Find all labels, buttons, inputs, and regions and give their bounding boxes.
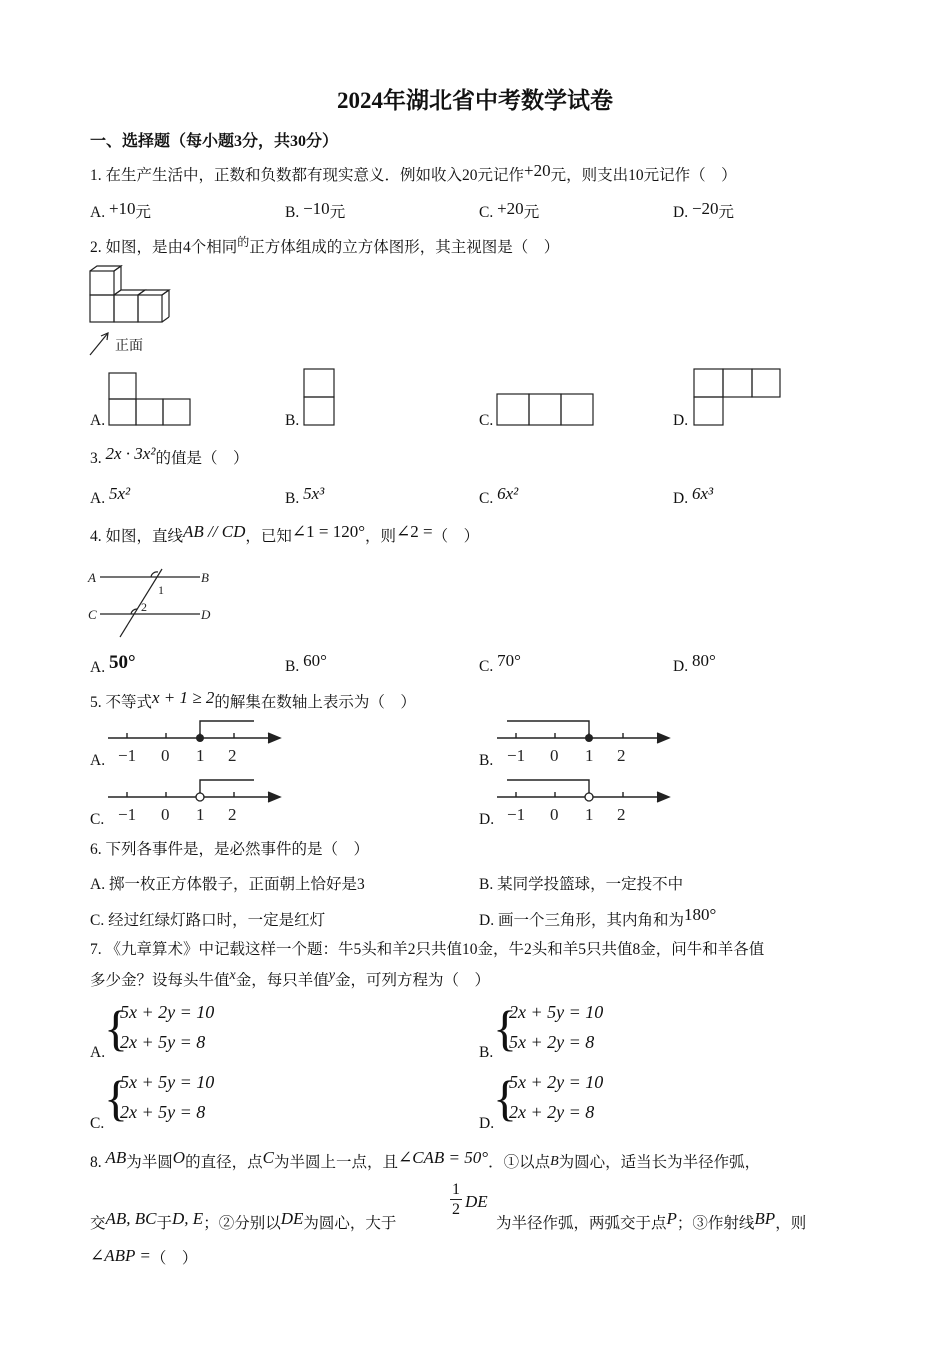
q4-option-a[interactable]: A. 50°	[90, 652, 136, 676]
q7-option-c[interactable]: C.	[90, 1115, 105, 1132]
tick-1: 1	[196, 805, 205, 824]
question-7-line1: 7. 《九章算术》中记载这样一个题：牛5头和羊2只共值10金，牛2头和羊5只共值8金，问牛和羊各值	[90, 941, 765, 958]
fraction-half: 1 2	[452, 1181, 460, 1218]
q2-option-b-figure	[303, 368, 338, 428]
q5-option-c[interactable]: C.	[90, 811, 105, 828]
fig-angle-1: 1	[158, 583, 164, 597]
fig-label-d: D	[201, 607, 211, 622]
tick-1: 1	[585, 805, 594, 824]
page-title: 2024年湖北省中考数学试卷	[337, 88, 613, 113]
question-6-stem: 6. 下列各事件是，是必然事件的是（ ）	[90, 841, 370, 858]
question-1-stem: 1. 在生产生活中，正数和负数都有现实意义．例如收入20元记作+20元，则支出10元记作（ ）	[90, 161, 737, 184]
q1-option-b[interactable]: B. −10元	[285, 199, 346, 221]
tick-1: 1	[585, 746, 594, 765]
q5-option-c-numberline	[108, 777, 288, 825]
tick-2: 2	[228, 746, 237, 765]
tick-neg1: −1	[507, 805, 526, 824]
q7a-eq1: 5x + 2y = 10	[120, 1002, 215, 1022]
q1-option-d[interactable]: D. −20元	[673, 199, 735, 221]
open-dot	[196, 793, 204, 801]
fig-label-c: C	[88, 607, 97, 622]
q5-option-d[interactable]: D.	[479, 811, 495, 828]
q6-option-a[interactable]: A. 掷一枚正方体骰子，正面朝上恰好是3	[90, 876, 365, 893]
q6-option-b[interactable]: B. 某同学投篮球，一定投不中	[479, 876, 684, 893]
q5-option-a[interactable]: A.	[90, 752, 106, 769]
question-3-stem: 3. 2x · 3x²的值是（ ）	[90, 444, 249, 467]
brace: {	[104, 1070, 128, 1126]
tick-0: 0	[161, 746, 170, 765]
q4-option-b[interactable]: B. 60°	[285, 651, 327, 675]
tick-neg1: −1	[507, 746, 526, 765]
fig-label-a: A	[88, 570, 96, 585]
q1-option-a[interactable]: A. +10元	[90, 199, 152, 221]
q6-option-d[interactable]: D. 画一个三角形，其内角和为180°	[479, 905, 717, 929]
tick-0: 0	[550, 746, 559, 765]
closed-dot	[196, 734, 204, 742]
q4-option-d[interactable]: D. 80°	[673, 651, 716, 675]
question-8-line3: ∠ABP =（ ）	[90, 1246, 198, 1267]
open-dot	[585, 793, 593, 801]
q2-option-a[interactable]: A.	[90, 412, 106, 429]
q2-option-d[interactable]: D.	[673, 412, 689, 429]
brace: {	[493, 1070, 517, 1126]
question-2-stem: 2. 如图，是由4个相同$^的$正方体组成的立方体图形，其主视图是（ ）	[90, 235, 560, 256]
parallel-lines-figure	[88, 565, 218, 640]
q5-option-b-numberline	[497, 718, 677, 766]
q7-option-a[interactable]: A.	[90, 1044, 106, 1061]
tick-neg1: −1	[118, 746, 137, 765]
tick-0: 0	[550, 805, 559, 824]
fraction-de: DE	[465, 1192, 488, 1211]
section-heading: 一、选择题（每小题3分，共30分）	[90, 133, 339, 150]
question-8-line1: 8. AB为半圆O的直径，点C为半圆上一点，且∠CAB = 50°．①以点B为圆心，适当长为半径作弧，	[90, 1148, 761, 1171]
q5-option-b[interactable]: B.	[479, 752, 494, 769]
front-label: 正面	[115, 339, 143, 354]
question-7-line2: 多少金？设每头牛值x金，每只羊值y金，可列方程为（ ）	[90, 968, 490, 989]
q3-option-c[interactable]: C. 6x²	[479, 484, 519, 507]
q3-option-d[interactable]: D. 6x³	[673, 484, 714, 507]
q7d-eq2: 2x + 2y = 8	[509, 1102, 595, 1122]
fig-angle-2: 2	[141, 600, 147, 614]
tick-1: 1	[196, 746, 205, 765]
brace: {	[104, 1000, 128, 1056]
tick-2: 2	[617, 746, 626, 765]
q1-option-c[interactable]: C. +20元	[479, 199, 540, 221]
q7a-eq2: 2x + 5y = 8	[120, 1032, 206, 1052]
q2-option-d-figure	[693, 368, 783, 428]
question-8-line2: 交AB, BC于D, E；②分别以DE为圆心，大于	[90, 1209, 397, 1232]
q7-option-d[interactable]: D.	[479, 1115, 495, 1132]
q5-option-a-numberline	[108, 718, 288, 766]
q2-option-c-figure	[496, 393, 596, 428]
q2-option-a-figure	[108, 372, 193, 427]
tick-2: 2	[617, 805, 626, 824]
tick-neg1: −1	[118, 805, 137, 824]
fig-label-b: B	[201, 570, 209, 585]
q7d-eq1: 5x + 2y = 10	[509, 1072, 604, 1092]
q5-option-d-numberline	[497, 777, 677, 825]
q6-option-c[interactable]: C. 经过红绿灯路口时，一定是红灯	[90, 912, 326, 929]
q2-option-b[interactable]: B.	[285, 412, 300, 429]
q3-option-a[interactable]: A. 5x²	[90, 484, 131, 507]
q7c-eq1: 5x + 5y = 10	[120, 1072, 215, 1092]
closed-dot	[585, 734, 593, 742]
q7b-eq1: 2x + 5y = 10	[509, 1002, 604, 1022]
question-4-stem: 4. 如图，直线AB // CD，已知∠1 = 120°，则∠2 =（ ）	[90, 522, 480, 545]
q2-option-c[interactable]: C.	[479, 412, 494, 429]
q4-option-c[interactable]: C. 70°	[479, 651, 521, 675]
q7b-eq2: 5x + 2y = 8	[509, 1032, 595, 1052]
tick-2: 2	[228, 805, 237, 824]
q3-option-b[interactable]: B. 5x³	[285, 484, 325, 507]
question-8-line2-cont: 为半径作弧，两弧交于点P；③作射线BP，则	[496, 1209, 807, 1232]
brace: {	[493, 1000, 517, 1056]
tick-0: 0	[161, 805, 170, 824]
q7-option-b[interactable]: B.	[479, 1044, 494, 1061]
q7c-eq2: 2x + 5y = 8	[120, 1102, 206, 1122]
question-5-stem: 5. 不等式x + 1 ≥ 2的解集在数轴上表示为（ ）	[90, 688, 416, 711]
